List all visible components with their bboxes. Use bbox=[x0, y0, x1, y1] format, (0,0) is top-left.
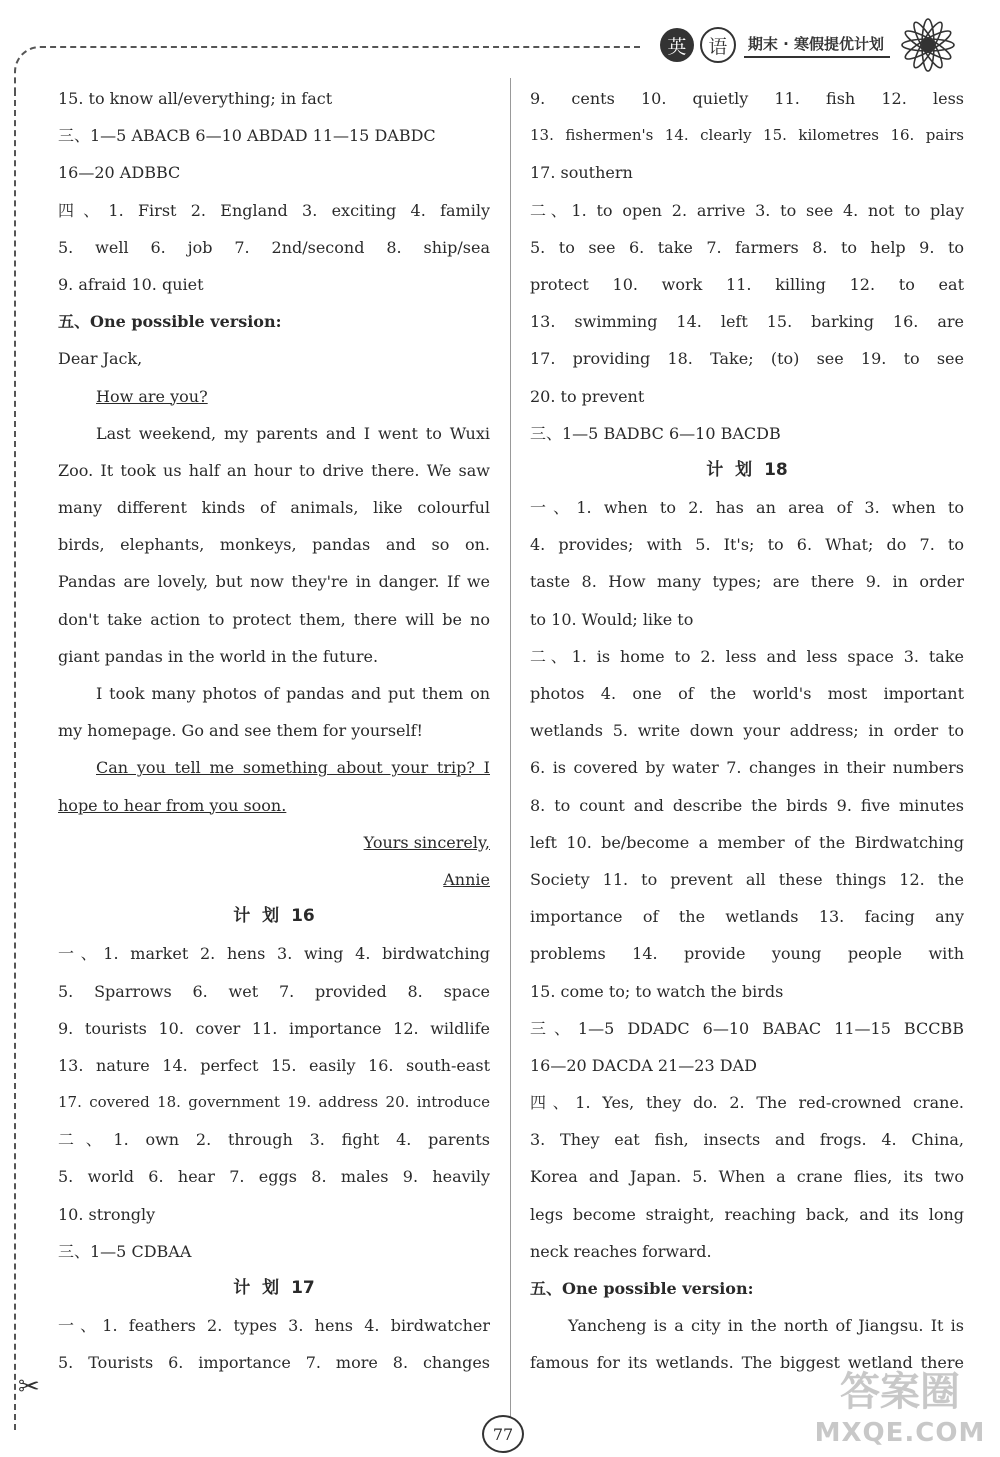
answer-line: 8. to count and describe the birds 9. five minutes bbox=[530, 795, 964, 815]
answer-line: left 10. be/become a member of the Birdwatching bbox=[530, 832, 964, 852]
answer-line: 13. swimming 14. left 15. barking 16. are bbox=[530, 312, 964, 332]
watermark-url: MXQE.COM bbox=[814, 1418, 986, 1448]
letter-closing-line: Can you tell me something about your trip? I bbox=[96, 758, 490, 778]
answer-line: 5. to see 6. take 7. farmers 8. to help 9. to bbox=[530, 237, 964, 257]
answer-line: 6. is covered by water 7. changes in their numbers bbox=[530, 758, 964, 778]
answer-line: 13. nature 14. perfect 15. easily 16. south-east bbox=[58, 1055, 490, 1075]
answer-line: Society 11. to prevent all these things 12. the bbox=[530, 869, 964, 889]
answer-line: neck reaches forward. bbox=[530, 1241, 712, 1261]
section-label: 五、One possible version: bbox=[58, 312, 282, 332]
plan-heading: 计 划 16 bbox=[233, 906, 315, 927]
answer-line: importance of the wetlands 13. facing any bbox=[530, 907, 964, 927]
answer-line: 四、1. First 2. England 3. exciting 4. family bbox=[58, 200, 490, 220]
answer-line: 5. Sparrows 6. wet 7. provided 8. space bbox=[58, 981, 490, 1001]
left-column bbox=[58, 80, 490, 1382]
answer-line: 一、1. feathers 2. types 3. hens 4. birdwatcher bbox=[58, 1316, 490, 1336]
answer-line: 二、1. to open 2. arrive 3. to see 4. not to play bbox=[530, 200, 964, 220]
answer-line: 三、1—5 BADBC 6—10 BACDB bbox=[530, 423, 781, 443]
answer-line: legs become straight, reaching back, and its long bbox=[530, 1204, 964, 1224]
answer-line: 13. fishermen's 14. clearly 15. kilometres 16. pairs bbox=[530, 126, 964, 145]
letter-line: don't take action to protect them, there will be no bbox=[58, 609, 490, 629]
column-divider bbox=[510, 78, 511, 1428]
answer-line: 三、1—5 DDADC 6—10 BABAC 11—15 BCCBB bbox=[530, 1018, 964, 1038]
cut-line-corner bbox=[14, 46, 44, 94]
answer-line: 5. well 6. job 7. 2nd/second 8. ship/sea bbox=[58, 237, 490, 257]
answer-line: 16—20 DACDA 21—23 DAD bbox=[530, 1055, 757, 1075]
answer-line: 20. to prevent bbox=[530, 386, 645, 406]
flower-icon bbox=[896, 13, 960, 77]
cut-line-top bbox=[40, 46, 640, 48]
answer-line: 9. afraid 10. quiet bbox=[58, 274, 204, 294]
answer-line: 15. to know all/everything; in fact bbox=[58, 89, 333, 108]
answer-line: 5. Tourists 6. importance 7. more 8. changes bbox=[58, 1353, 490, 1373]
answer-line: problems 14. provide young people with bbox=[530, 944, 964, 964]
letter-line: many different kinds of animals, like colourful bbox=[58, 498, 490, 518]
answer-line: photos 4. one of the world's most important bbox=[530, 684, 964, 703]
letter-signoff: Yours sincerely, bbox=[363, 832, 490, 852]
answer-line: 16—20 ADBBC bbox=[58, 163, 181, 183]
answer-line: 5. world 6. hear 7. eggs 8. males 9. heavily bbox=[58, 1167, 490, 1187]
subject-badge-2: 语 bbox=[700, 27, 736, 63]
letter-signature: Annie bbox=[443, 869, 490, 889]
plan-heading: 计 划 17 bbox=[233, 1278, 315, 1298]
answer-line: 三、1—5 CDBAA bbox=[58, 1241, 192, 1261]
answer-line: to 10. Would; like to bbox=[530, 609, 694, 629]
answer-line: 17. providing 18. Take; (to) see 19. to see bbox=[530, 349, 964, 369]
answer-line: 二、1. own 2. through 3. fight 4. parents bbox=[58, 1130, 490, 1150]
cut-line-left bbox=[14, 90, 16, 1430]
letter-line: I took many photos of pandas and put them on bbox=[96, 684, 490, 703]
letter-greeting: Dear Jack, bbox=[58, 349, 143, 369]
answer-line: 15. come to; to watch the birds bbox=[530, 981, 784, 1001]
letter-line: birds, elephants, monkeys, pandas and so on. bbox=[58, 535, 490, 555]
letter-line: Pandas are lovely, but now they're in danger. If we bbox=[58, 572, 490, 592]
answer-line: 三、1—5 ABACB 6—10 ABDAD 11—15 DABDC bbox=[58, 126, 436, 146]
letter-line: giant pandas in the world in the future. bbox=[58, 646, 379, 666]
letter-opening: How are you? bbox=[96, 386, 208, 406]
plan-heading: 计 划 18 bbox=[706, 459, 788, 480]
book-title: 期末 · 寒假提优计划 bbox=[744, 33, 890, 58]
letter-line: my homepage. Go and see them for yourself! bbox=[58, 721, 423, 741]
letter-closing-line: hope to hear from you soon. bbox=[58, 795, 287, 815]
answer-line: 4. provides; with 5. It's; to 6. What; do 7. to bbox=[530, 535, 964, 555]
watermark-logo bbox=[812, 1366, 988, 1454]
section-label: 五、One possible version: bbox=[530, 1279, 754, 1298]
page-header bbox=[660, 20, 960, 70]
answer-line: 二、1. is home to 2. less and less space 3. take bbox=[530, 646, 964, 666]
answer-line: protect 10. work 11. killing 12. to eat bbox=[530, 274, 964, 294]
essay-line: Yancheng is a city in the north of Jiangsu. It is bbox=[568, 1316, 964, 1336]
answer-line: 17. covered 18. government 19. address 20. introduce bbox=[58, 1093, 490, 1112]
answer-line: 9. cents 10. quietly 11. fish 12. less bbox=[530, 89, 964, 108]
scissors-icon: ✂ bbox=[18, 1372, 40, 1402]
answer-line: taste 8. How many types; are there 9. in order bbox=[530, 572, 964, 592]
watermark-text: 答案圈 bbox=[840, 1369, 960, 1415]
answer-line: wetlands 5. write down your address; in order to bbox=[530, 721, 964, 741]
subject-badge: 英 bbox=[660, 28, 694, 62]
answer-line: 3. They eat fish, insects and frogs. 4. China, bbox=[530, 1130, 964, 1150]
answer-line: 17. southern bbox=[530, 163, 633, 183]
answer-line: 一、1. market 2. hens 3. wing 4. birdwatching bbox=[58, 944, 490, 964]
page-number: 77 bbox=[482, 1415, 524, 1453]
essay-line: famous for its wetlands. The biggest wetland there bbox=[530, 1353, 964, 1373]
answer-line: 9. tourists 10. cover 11. importance 12. wildlife bbox=[58, 1018, 490, 1038]
letter-line: Last weekend, my parents and I went to Wuxi bbox=[96, 423, 490, 443]
right-column bbox=[530, 80, 964, 1382]
answer-line: 四、1. Yes, they do. 2. The red-crowned crane. bbox=[530, 1093, 964, 1113]
answer-line: 一、1. when to 2. has an area of 3. when to bbox=[530, 498, 964, 518]
answer-line: 10. strongly bbox=[58, 1204, 156, 1224]
answer-line: Korea and Japan. 5. When a crane flies, its two bbox=[530, 1167, 964, 1187]
letter-line: Zoo. It took us half an hour to drive there. We saw bbox=[58, 460, 490, 480]
